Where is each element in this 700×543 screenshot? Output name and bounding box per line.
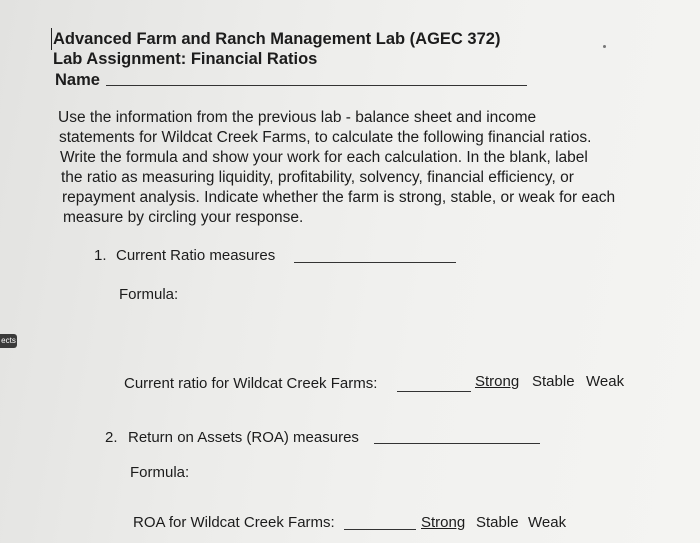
question-number: 2. <box>105 429 118 446</box>
result-blank[interactable] <box>344 529 416 530</box>
choice-stable[interactable]: Stable <box>476 514 519 531</box>
instruction-line: the ratio as measuring liquidity, profitability, solvency, financial efficiency, or <box>61 169 574 186</box>
speck <box>603 45 606 48</box>
instruction-line: repayment analysis. Indicate whether the farm is strong, stable, or weak for each <box>62 189 616 206</box>
formula-label: Formula: <box>119 286 179 303</box>
choice-weak[interactable]: Weak <box>528 514 567 531</box>
choice-stable[interactable]: Stable <box>532 373 575 390</box>
formula-label: Formula: <box>130 464 190 481</box>
instruction-line: statements for Wildcat Creek Farms, to calculate the following financial ratios. <box>59 129 592 146</box>
question-prompt: Current Ratio measures <box>116 247 276 264</box>
text-cursor <box>51 28 52 50</box>
question-prompt: Return on Assets (ROA) measures <box>128 429 359 446</box>
question-number: 1. <box>94 247 107 264</box>
choice-strong[interactable]: Strong <box>421 514 466 531</box>
side-tab[interactable]: ects <box>0 334 17 348</box>
result-blank[interactable] <box>397 391 471 392</box>
instruction-line: Use the information from the previous lab - balance sheet and income <box>58 109 537 126</box>
instruction-line: Write the formula and show your work for each calculation. In the blank, label <box>60 149 588 166</box>
assignment-title: Lab Assignment: Financial Ratios <box>53 50 318 68</box>
result-label: ROA for Wildcat Creek Farms: <box>133 514 335 531</box>
instruction-line: measure by circling your response. <box>63 209 304 226</box>
choice-strong[interactable]: Strong <box>475 373 520 390</box>
name-label: Name <box>55 71 100 89</box>
choice-weak[interactable]: Weak <box>586 373 625 390</box>
measure-blank[interactable] <box>374 443 540 444</box>
result-label: Current ratio for Wildcat Creek Farms: <box>124 375 378 392</box>
name-blank[interactable] <box>106 85 527 86</box>
course-title: Advanced Farm and Ranch Management Lab (AGEC 372) <box>53 30 501 48</box>
measure-blank[interactable] <box>294 262 456 263</box>
